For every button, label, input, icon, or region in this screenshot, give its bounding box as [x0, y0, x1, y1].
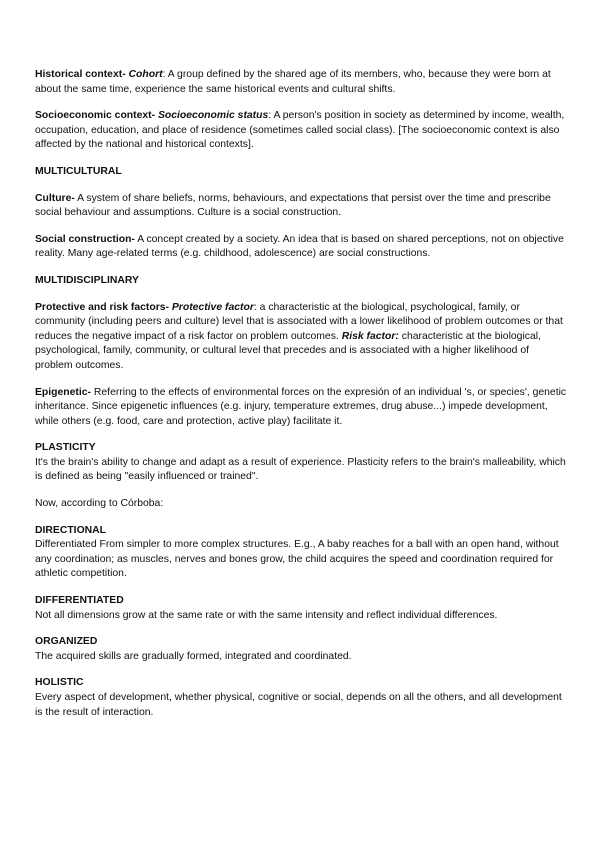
- document-page: [35, 68, 567, 732]
- plasticity-heading: PLASTICITY: [35, 442, 96, 454]
- holistic-text: Every aspect of development, whether physical, cognitive or social, depends on all the others, and all development is the result of interaction.: [35, 692, 562, 718]
- cohort-term: Cohort: [128, 69, 163, 80]
- culture-text: A system of share beliefs, norms, behaviours, and expectations that persist over the time and prescribe social behaviour and assumptions. Culture is a social construction.: [35, 192, 551, 219]
- directional-text: Differentiated From simpler to more complex structures. E.g., A baby reaches for a ball with an open hand, without any coordination; as muscles, nerves and bones grow, the child acquires the speed and coordination required for athletic competition.: [35, 539, 559, 580]
- risk-factor-text: characteristic at the biological, psychological, family, community, or cultural level that precedes and is associated with a higher likelihood of problem outcomes.: [35, 330, 541, 371]
- social-construction-paragraph: [35, 233, 567, 262]
- multidisciplinary-heading: MULTIDISCIPLINARY: [35, 274, 139, 286]
- plasticity-section: [35, 441, 567, 485]
- holistic-heading: HOLISTIC: [35, 677, 84, 689]
- epigenetic-title: Epigenetic-: [35, 386, 92, 398]
- protective-risk-title: Protective and risk factors-: [35, 301, 169, 313]
- risk-factor-term: Risk factor:: [341, 330, 399, 342]
- holistic-section: [35, 676, 567, 720]
- socioeconomic-status-term: Socioeconomic status: [157, 110, 269, 122]
- culture-paragraph: [35, 192, 567, 221]
- protective-factor-text: : a characteristic at the biological, psychological, family, or community (including peers and culture) level that is associated with a lower likelihood of problem outcomes or that reduces the negative impact of a risk factor on problem outcomes.: [35, 301, 563, 342]
- social-construction-title: Social construction-: [35, 233, 135, 245]
- differentiated-text: Not all dimensions grow at the same rate or with the same intensity and reflect individual differences.: [35, 609, 498, 621]
- epigenetic-text: Referring to the effects of environmental forces on the expresión of an individual 's, or species', genetic inheritance. Since epigenetic influences (e.g. injury, temperature extremes, drug abuse...) impede development, while others (e.g. food, care and protection, active play) facilitate it.: [35, 386, 567, 427]
- culture-title: Culture-: [35, 192, 75, 204]
- organized-text: The acquired skills are gradually formed, integrated and coordinated.: [35, 650, 352, 662]
- organized-section: [35, 635, 567, 664]
- intro-line: Now, according to Córboba:: [35, 498, 164, 510]
- plasticity-text: It's the brain's ability to change and adapt as a result of experience. Plasticity refers to the brain's malleability, which is defined as being "easily influenced or trained".: [35, 456, 566, 483]
- socioeconomic-context-text: : A person's position in society as determined by income, wealth, occupation, education, and place of residence (sometimes called social class). [The socioeconomic context is also affected by the national and historical contexts].: [35, 110, 565, 151]
- organized-heading: ORGANIZED: [35, 636, 98, 648]
- socioeconomic-context-paragraph: [35, 109, 567, 153]
- directional-heading: DIRECTIONAL: [35, 524, 106, 536]
- multicultural-heading: MULTICULTURAL: [35, 165, 122, 177]
- differentiated-heading: DIFFERENTIATED: [35, 595, 124, 607]
- socioeconomic-context-title: Socioeconomic context-: [35, 110, 156, 122]
- protective-risk-paragraph: [35, 301, 567, 374]
- historical-context-paragraph: [35, 68, 567, 97]
- differentiated-section: [35, 594, 567, 623]
- historical-context-title: Historical context-: [35, 69, 126, 80]
- epigenetic-paragraph: [35, 386, 567, 430]
- social-construction-text: A concept created by a society. An idea that is based on shared perceptions, not on objective reality. Many age-related terms (e.g. childhood, adolescence) are social constructions.: [35, 233, 564, 260]
- intro-line-paragraph: [35, 497, 567, 512]
- protective-factor-term: Protective factor: [171, 301, 254, 313]
- directional-section: [35, 524, 567, 582]
- historical-context-text: : A group defined by the shared age of its members, who, because they were born at about the same time, experience the same historical events and cultural shifts.: [35, 69, 551, 95]
